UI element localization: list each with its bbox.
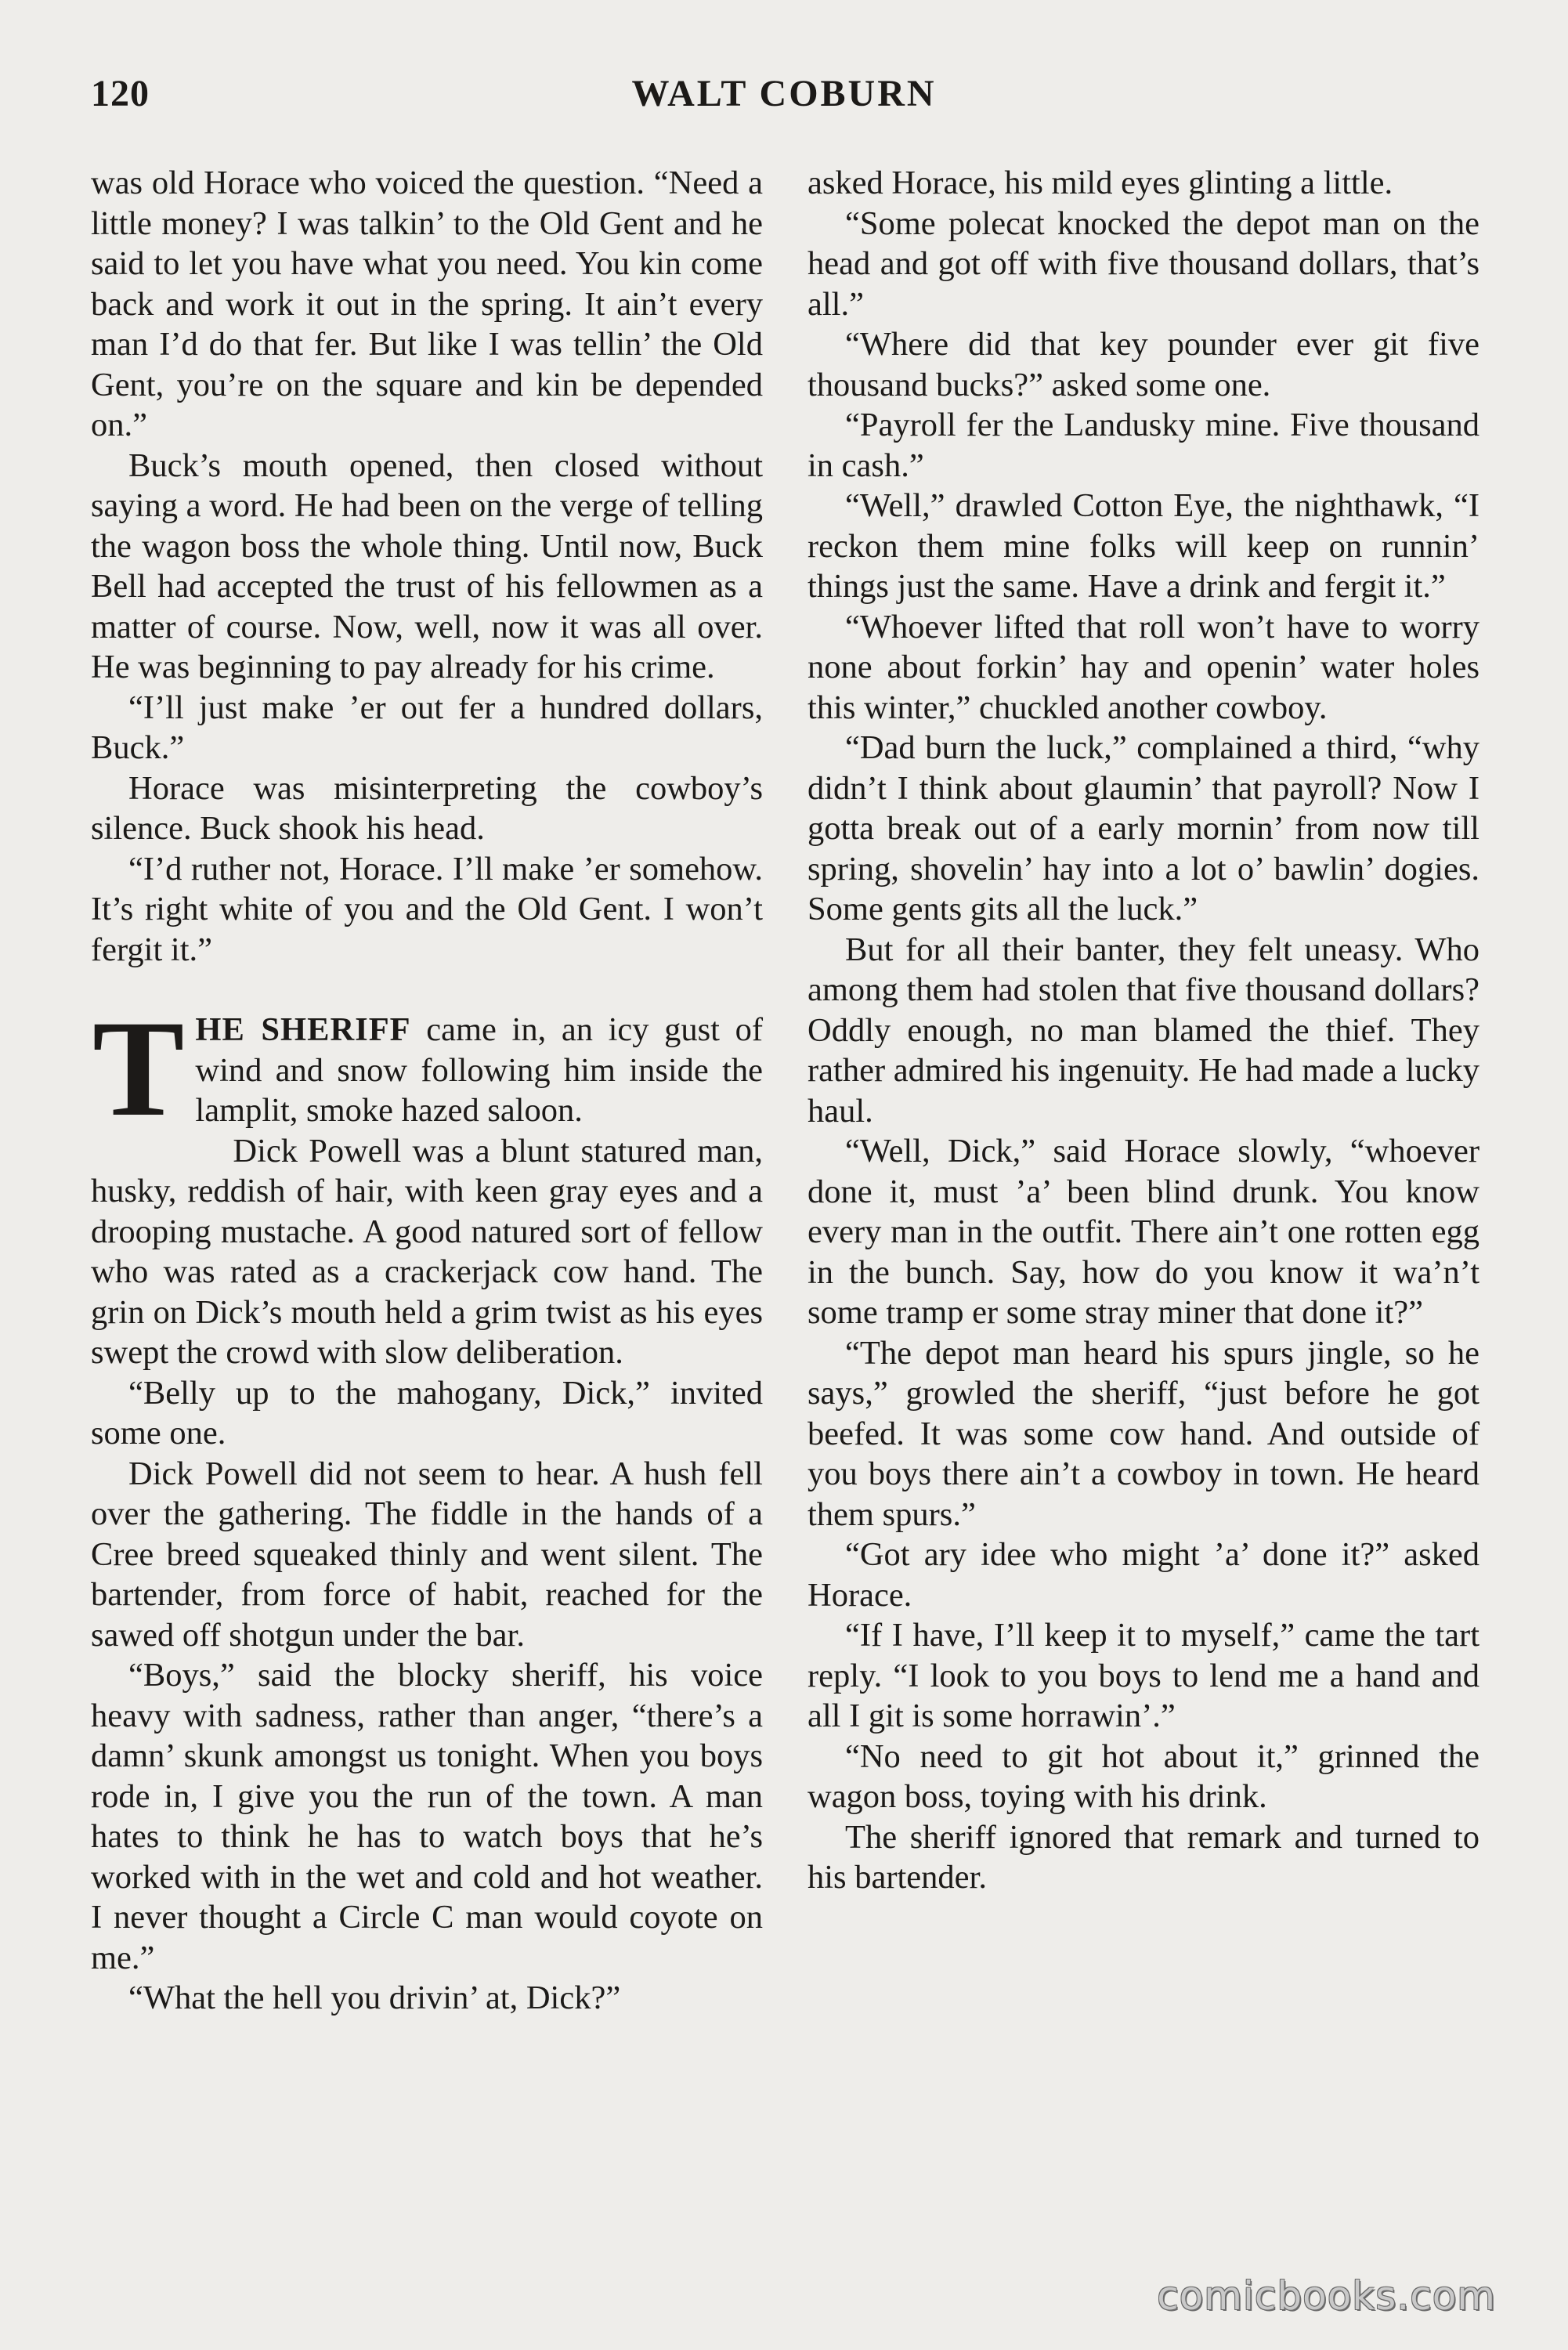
paragraph: “Well,” drawled Cotton Eye, the nighthawk, “I reckon them mine folks will keep on runnin’ things just the same. Have a drink and fergit it.” xyxy=(807,487,1479,605)
paragraph: asked Horace, his mild eyes glinting a little. xyxy=(807,164,1393,201)
paragraph: “Boys,” said the blocky sheriff, his voice heavy with sadness, rather than anger, “there’s a damn’ skunk amongst us tonight. When you boys rode in, I give you the run of the town. A man hates to think he has to watch boys that he’s worked with in the wet and cold and hot weather. I never thought a Circle C man would coyote on me.” xyxy=(91,1657,763,1976)
page-header xyxy=(91,72,1477,127)
drop-cap: T xyxy=(92,992,185,1145)
section-lead-text: came in, an icy gust of wind and snow following him inside the lamplit, smoke hazed saloon. xyxy=(195,1011,763,1129)
paragraph: Buck’s mouth opened, then closed without saying a word. He had been on the verge of telling the wagon boss the whole thing. Until now, Buck Bell had accepted the trust of his fellowmen as a matter of course. Now, well, now it was all over. He was beginning to pay already for his crime. xyxy=(91,446,763,685)
section-opening-paragraph xyxy=(91,992,763,1145)
watermark: comicbooks.com xyxy=(1157,2273,1496,2319)
paragraph: “Belly up to the mahogany, Dick,” invited some one. xyxy=(91,1374,763,1452)
paragraph: But for all their banter, they felt uneasy. Who among them had stolen that five thousand dollars? Oddly enough, no man blamed the thief. They rather admired his ingenuity. He had made a lucky haul. xyxy=(807,931,1479,1130)
section-lead-caps: HE SHERIFF xyxy=(195,1011,411,1048)
paragraph: “Got ary idee who might ’a’ done it?” asked Horace. xyxy=(807,1536,1479,1614)
paragraph: Horace was misinterpreting the cowboy’s silence. Buck shook his head. xyxy=(91,769,763,847)
paragraph: Dick Powell was a blunt statured man, husky, reddish of hair, with keen gray eyes and a drooping mustache. A good natured sort of fellow who was rated as a crackerjack cow hand. The grin on Dick’s mouth held a grim twist as his eyes swept the crowd with slow deliberation. xyxy=(91,1132,763,1371)
paragraph: The sheriff ignored that remark and turned to his bartender. xyxy=(807,1818,1479,1896)
paragraph: “If I have, I’ll keep it to myself,” came the tart reply. “I look to you boys to lend me a hand and all I git is some horrawin’.” xyxy=(807,1617,1479,1734)
right-column xyxy=(807,163,1479,1898)
paragraph: “I’d ruther not, Horace. I’ll make ’er somehow. It’s right white of you and the Old Gent. I won’t fergit it.” xyxy=(91,850,763,968)
paragraph: “Whoever lifted that roll won’t have to worry none about forkin’ hay and openin’ water holes this winter,” chuckled another cowboy. xyxy=(807,608,1479,726)
paragraph: “What the hell you drivin’ at, Dick?” xyxy=(128,1979,621,2016)
paragraph: “No need to git hot about it,” grinned the wagon boss, toying with his drink. xyxy=(807,1737,1479,1815)
paragraph: “The depot man heard his spurs jingle, so he says,” growled the sheriff, “just before he got beefed. It was some cow hand. And outside of you boys there ain’t a cowboy in town. He heard them spurs.” xyxy=(807,1334,1479,1533)
paragraph: “Some polecat knocked the depot man on the head and got off with five thousand dollars, that’s all.” xyxy=(807,204,1479,323)
paragraph: “Where did that key pounder ever git five thousand bucks?” asked some one. xyxy=(807,326,1479,403)
running-title: WALT COBURN xyxy=(631,73,937,114)
paragraph: Dick Powell did not seem to hear. A hush fell over the gathering. The fiddle in the hands of a Cree breed squeaked thinly and went silent. The bartender, from force of habit, reached for the sawed off shotgun under the bar. xyxy=(91,1455,763,1654)
paragraph: “Well, Dick,” said Horace slowly, “whoever done it, must ’a’ been blind drunk. You know every man in the outfit. There ain’t one rotten egg in the bunch. Say, how do you know it wa’n’t some tramp er some stray miner that done it?” xyxy=(807,1133,1479,1331)
paragraph: “Payroll fer the Landusky mine. Five thousand in cash.” xyxy=(807,407,1479,484)
left-column xyxy=(91,163,763,2019)
paragraph: was old Horace who voiced the question. “Need a little money? I was talkin’ to the Old Gent and he said to let you have what you need. You kin come back and work it out in the spring. It ain’t every man I’d do that fer. But like I was tellin’ the Old Gent, you’re on the square and kin be depended on.” xyxy=(91,164,763,443)
paragraph: “I’ll just make ’er out fer a hundred dollars, Buck.” xyxy=(91,689,763,766)
page-number: 120 xyxy=(91,73,150,114)
paragraph: “Dad burn the luck,” complained a third, “why didn’t I think about glaumin’ that payroll? Now I gotta break out of a early mornin’ from now till spring, shovelin’ hay into a lot o’ bawlin’ dogies. Some gents gits all the luck.” xyxy=(807,729,1479,927)
